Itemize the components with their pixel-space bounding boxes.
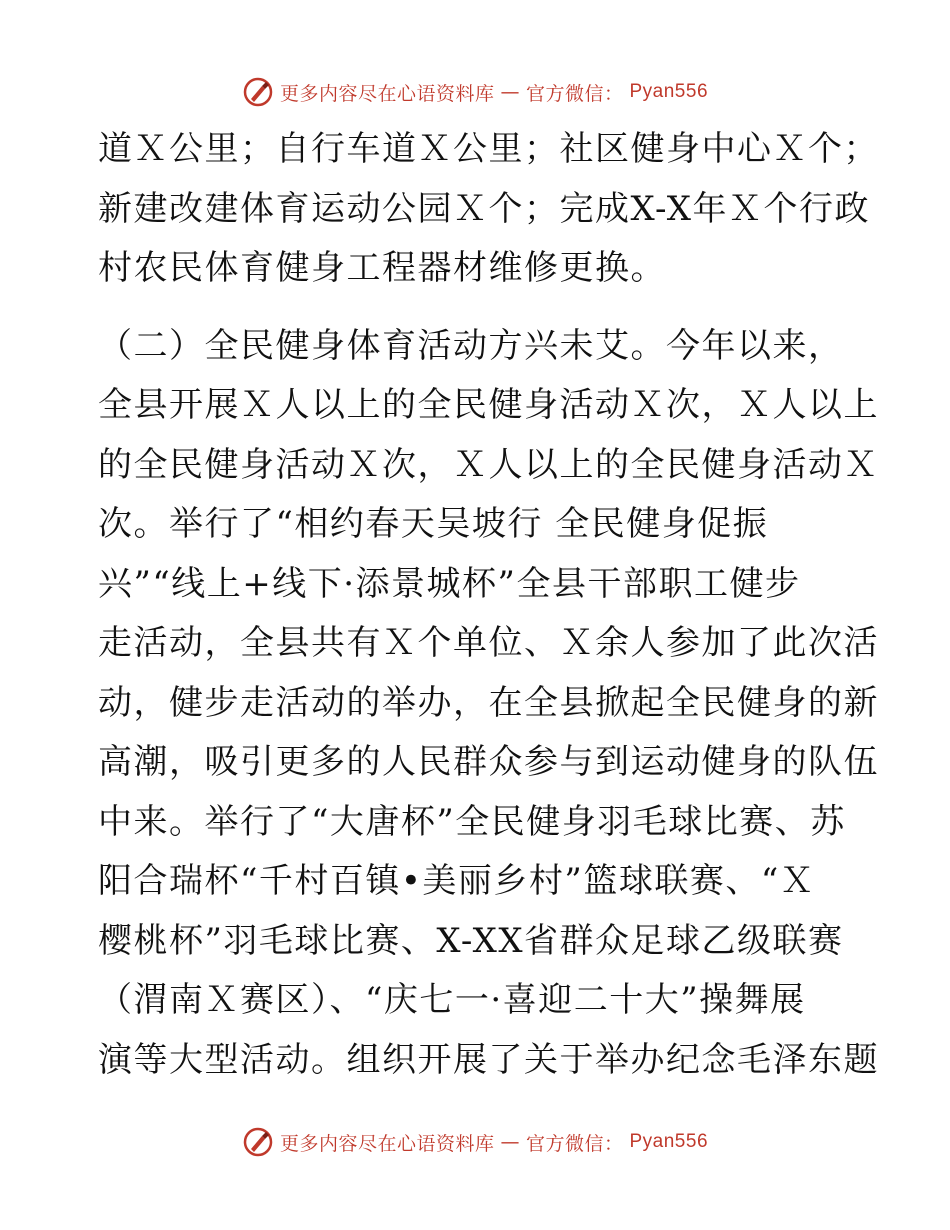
text-line: 演等大型活动。组织开展了关于举办纪念毛泽东题 <box>98 1039 879 1080</box>
text-line: 的全民健身活动Ｘ次，Ｘ人以上的全民健身活动Ｘ <box>98 444 879 485</box>
paragraph-1 <box>98 120 879 299</box>
text-line: 中来。举行了“大唐杯”全民健身羽毛球比赛、苏 <box>98 801 846 842</box>
text-line: 高潮，吸引更多的人民群众参与到运动健身的队伍 <box>98 742 879 782</box>
header-official-label: 官方微信： <box>525 82 624 105</box>
text-line: 道Ｘ公里；自行车道Ｘ公里；社区健身中心Ｘ个； <box>98 129 879 169</box>
text-line: 次。举行了“相约春天吴坡行 全民健身促振 <box>98 504 769 544</box>
footer-separator: — <box>500 1131 520 1153</box>
footer-brand-text: 更多内容尽在心语资料库 <box>279 1132 495 1155</box>
text-line: 兴”“线上+线下·添景城杯”全县干部职工健步 <box>98 563 801 604</box>
footer-banner <box>0 1126 950 1158</box>
header-wechat-id: Pyan556 <box>629 81 709 102</box>
footer-wechat-id: Pyan556 <box>629 1131 709 1152</box>
text-line: 村农民体育健身工程器材维修更换。 <box>98 248 666 288</box>
pen-logo-icon <box>242 1126 274 1158</box>
text-line: 新建改建体育运动公园Ｘ个；完成X-X年Ｘ个行政 <box>98 188 870 229</box>
text-line: 走活动，全县共有Ｘ个单位、Ｘ余人参加了此次活 <box>98 623 879 663</box>
document-body <box>98 120 879 1090</box>
paragraph-2 <box>98 317 879 1091</box>
text-line: 全县开展Ｘ人以上的全民健身活动Ｘ次，Ｘ人以上 <box>98 385 879 425</box>
text-line: 樱桃杯”羽毛球比赛、X-XX省群众足球乙级联赛 <box>98 920 844 961</box>
text-line: （二）全民健身体育活动方兴未艾。今年以来， <box>98 325 844 366</box>
header-brand-text: 更多内容尽在心语资料库 <box>279 82 495 105</box>
header-separator: — <box>500 81 520 103</box>
footer-official-label: 官方微信： <box>525 1132 624 1155</box>
header-banner <box>0 76 950 108</box>
pen-logo-icon <box>242 76 274 108</box>
text-line: 阳合瑞杯“千村百镇•美丽乡村”篮球联赛、“Ｘ <box>98 861 816 901</box>
text-line: 动，健步走活动的举办，在全县掀起全民健身的新 <box>98 682 879 723</box>
text-line: （渭南Ｘ赛区）、“庆七一·喜迎二十大”操舞展 <box>98 980 806 1020</box>
